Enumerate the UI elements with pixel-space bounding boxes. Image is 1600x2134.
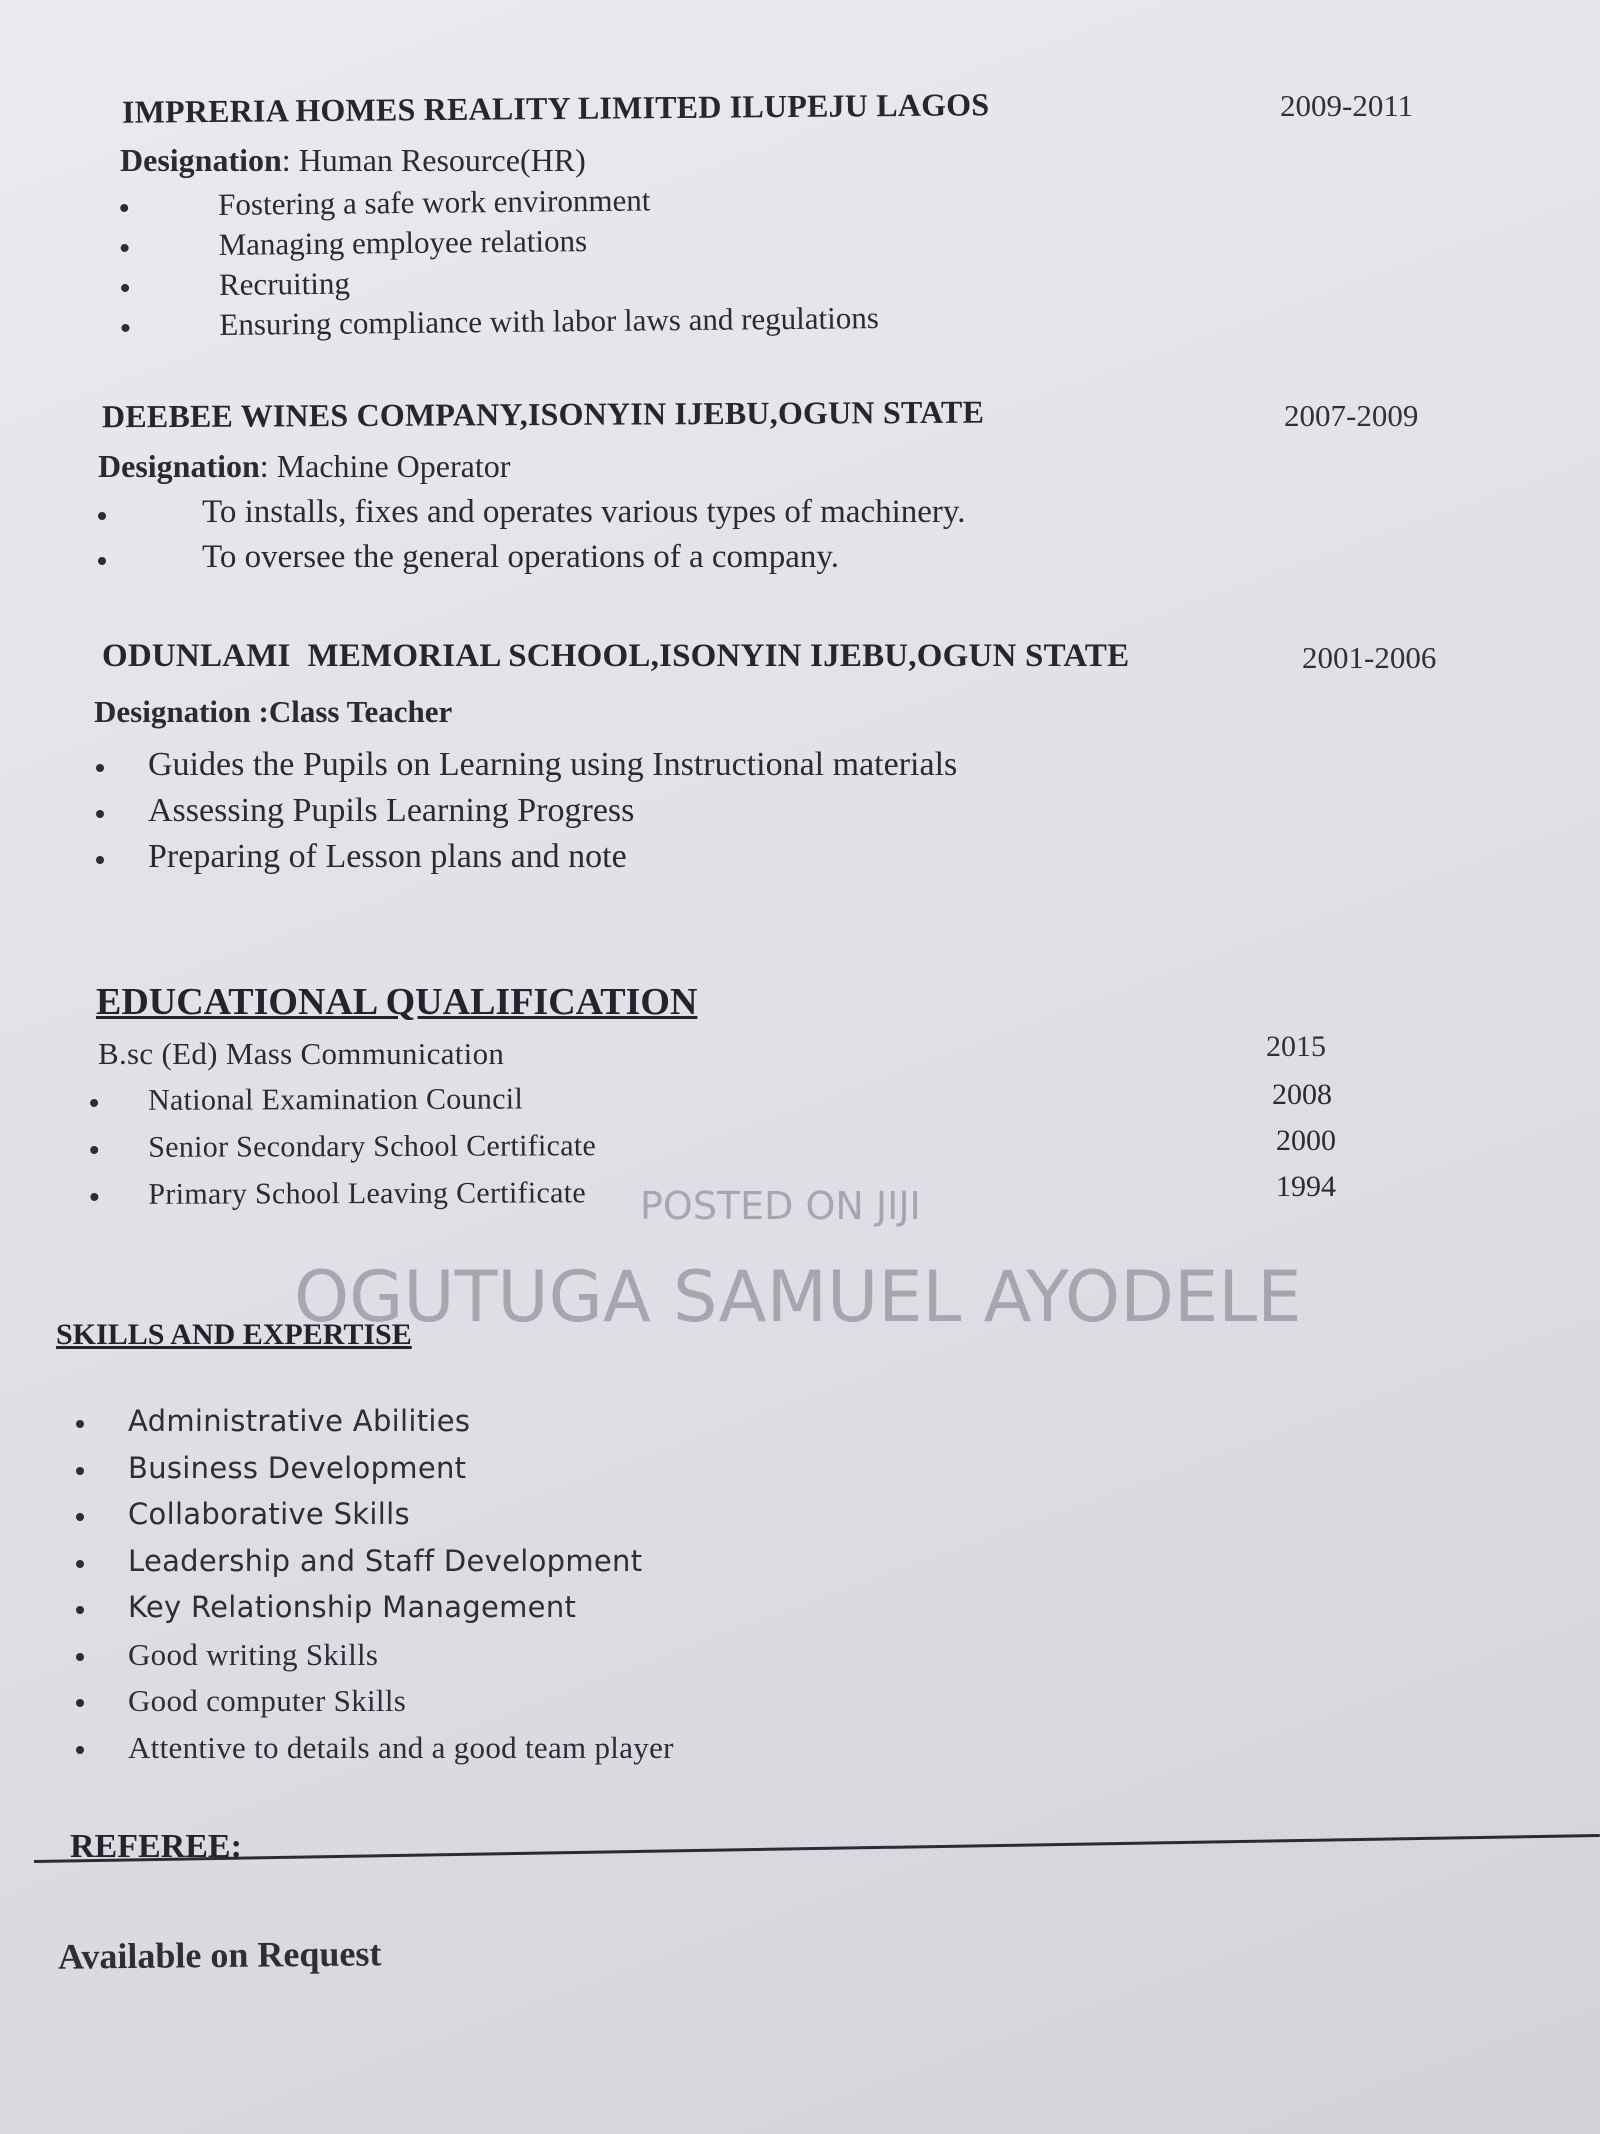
designation-label: Designation xyxy=(98,448,260,484)
list-item: Preparing of Lesson plans and note xyxy=(96,838,957,884)
designation-value: : Human Resource(HR) xyxy=(281,142,586,178)
company-name: DEEBEE WINES COMPANY,ISONYIN IJEBU,OGUN STATE xyxy=(101,393,985,435)
designation xyxy=(98,448,510,485)
qualification-year: 2000 xyxy=(1276,1124,1336,1157)
qualification-year: 2008 xyxy=(1272,1078,1332,1111)
duties-list xyxy=(96,746,957,884)
list-item: Recruiting xyxy=(121,260,879,308)
list-item: To installs, fixes and operates various types of machinery. xyxy=(98,494,966,539)
bullet-icon xyxy=(121,284,129,292)
education-years xyxy=(1272,1078,1336,1216)
referee-divider xyxy=(34,1834,1600,1863)
bullet-icon xyxy=(90,1099,98,1107)
bullet-icon xyxy=(90,1193,98,1201)
referee-heading: REFEREE: xyxy=(70,1828,242,1865)
bullet-icon xyxy=(76,1653,84,1661)
designation xyxy=(120,142,586,179)
list-item: Good writing Skills xyxy=(76,1637,674,1684)
designation: Designation :Class Teacher xyxy=(94,694,453,729)
designation-label: Designation xyxy=(120,142,282,178)
bullet-icon xyxy=(76,1699,84,1707)
list-item: Administrative Abilities xyxy=(76,1404,674,1451)
employment-dates: 2001-2006 xyxy=(1302,640,1437,675)
education-heading: EDUCATIONAL QUALIFICATION xyxy=(96,981,698,1023)
degree: B.sc (Ed) Mass Communication xyxy=(98,1036,505,1071)
education-list xyxy=(90,1082,596,1225)
bullet-icon xyxy=(121,244,129,252)
designation-value: : Machine Operator xyxy=(259,448,511,484)
bullet-icon xyxy=(98,512,106,520)
bullet-icon xyxy=(76,1467,84,1475)
bullet-icon xyxy=(98,557,106,565)
list-item: To oversee the general operations of a company. xyxy=(98,539,966,584)
bullet-icon xyxy=(96,764,104,772)
skills-list xyxy=(76,1404,674,1776)
list-item: Attentive to details and a good team player xyxy=(76,1730,674,1777)
skills-heading: SKILLS AND EXPERTISE xyxy=(56,1318,412,1351)
bullet-icon xyxy=(120,204,128,212)
watermark-name: OGUTUGA SAMUEL AYODELE xyxy=(294,1256,1302,1338)
list-item: Ensuring compliance with labor laws and regulations xyxy=(121,300,879,348)
bullet-icon xyxy=(90,1146,98,1154)
list-item: Key Relationship Management xyxy=(76,1590,674,1637)
referee-note: Available on Request xyxy=(57,1933,382,1977)
list-item: Collaborative Skills xyxy=(76,1497,674,1544)
list-item: Managing employee relations xyxy=(120,220,878,268)
bullet-icon xyxy=(96,856,104,864)
employment-dates: 2009-2011 xyxy=(1280,88,1414,123)
list-item: Guides the Pupils on Learning using Instructional materials xyxy=(96,746,957,792)
duties-list xyxy=(120,180,879,348)
bullet-icon xyxy=(76,1746,84,1754)
qualification-year: 1994 xyxy=(1276,1170,1336,1203)
list-item: Fostering a safe work environment xyxy=(120,180,878,228)
bullet-icon xyxy=(96,810,104,818)
watermark-posted: POSTED ON JIJI xyxy=(640,1184,921,1228)
duties-list xyxy=(98,494,966,584)
list-item: National Examination Council xyxy=(90,1082,596,1131)
employment-dates: 2007-2009 xyxy=(1284,398,1419,433)
list-item: Assessing Pupils Learning Progress xyxy=(96,792,957,838)
bullet-icon xyxy=(76,1560,84,1568)
company-name: ODUNLAMI MEMORIAL SCHOOL,ISONYIN IJEBU,OGUN STATE xyxy=(102,638,1130,674)
bullet-icon xyxy=(121,324,129,332)
list-item: Good computer Skills xyxy=(76,1683,674,1730)
degree-year: 2015 xyxy=(1266,1030,1326,1063)
list-item: Business Development xyxy=(76,1451,674,1498)
bullet-icon xyxy=(76,1513,84,1521)
bullet-icon xyxy=(76,1606,84,1614)
list-item: Primary School Leaving Certificate xyxy=(90,1176,596,1225)
list-item: Leadership and Staff Development xyxy=(76,1544,674,1591)
list-item: Senior Secondary School Certificate xyxy=(90,1129,596,1178)
company-name: IMPRERIA HOMES REALITY LIMITED ILUPEJU LAGOS xyxy=(121,86,990,130)
bullet-icon xyxy=(76,1420,84,1428)
